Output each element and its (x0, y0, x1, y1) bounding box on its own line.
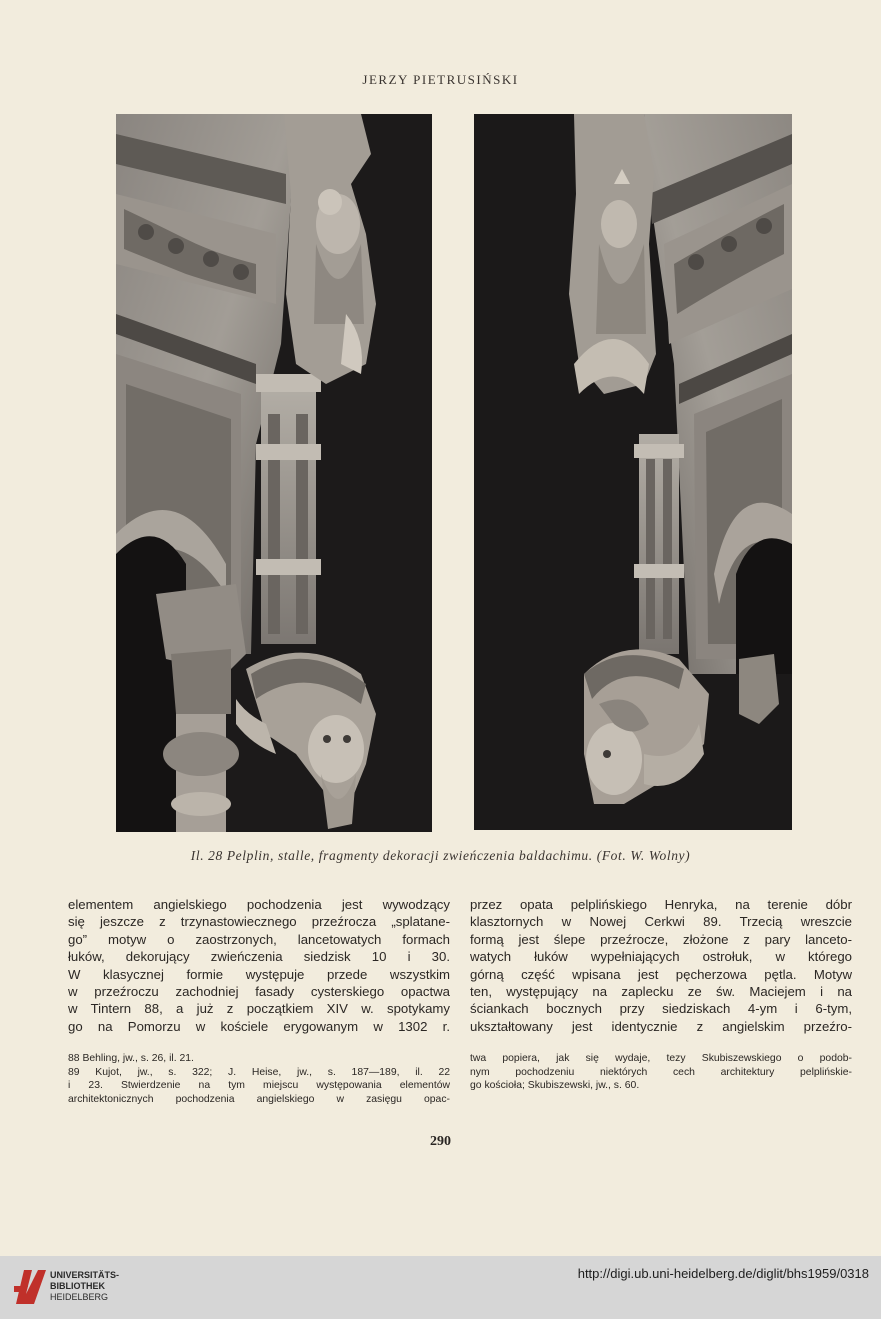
library-name-line-1: UNIVERSITÄTS- (50, 1270, 120, 1280)
footnotes-right (470, 1052, 852, 1093)
footnote-text-line: go kościoła; Skubiszewski, jw., s. 60. (470, 1080, 640, 1092)
library-name-line-3: HEIDELBERG (50, 1292, 109, 1302)
text-line: w Tintern 88, a już z początkiem XIV w. spotykamy (68, 1001, 450, 1017)
footnote-text-line: i 23. Stwierdzenie na tym miejscu występowania elementów (68, 1080, 450, 1092)
text-line: watych łuków wypełniających ostrołuk, w którego (470, 949, 852, 965)
text-line: przez opata pelplińskiego Henryka, na terenie dóbr (470, 897, 852, 912)
text-line: górną część wpisana jest pęcherzowa pętla. Motyw (470, 966, 852, 982)
text-line: elementem angielskiego pochodzenia jest wywodzący (68, 897, 450, 912)
text-line: w przeźroczu zachodniej fasady cysterskiego opactwa (68, 983, 450, 999)
figure-caption: Il. 28 Pelplin, stalle, fragmenty dekoracji zwieńczenia baldachimu. (Fot. W. Wolny) (190, 848, 691, 863)
footnote-text-line: twa popiera, jak się wydaje, tezy Skubiszewskiego o podob- (470, 1053, 852, 1064)
university-library-logo-icon (12, 1264, 52, 1308)
text-line: formą jest ślepe przeźrocze, złożone z pary lanceto- (470, 931, 852, 947)
text-line: się jeszcze z trzynastowiecznego przeźrocza „splatane- (68, 914, 450, 930)
text-line: go” motyw o zaostrzonych, lancetowatych formach (68, 931, 450, 947)
text-line: ściankach bocznych przy siedziskach 4-ym i 6-tym, (470, 1001, 852, 1017)
carved-stall-right-image (474, 114, 792, 830)
figure-photo-left (116, 114, 432, 832)
text-line: ukształtowany jest identycznie z angielskim przeźro- (470, 1018, 852, 1034)
footnote-89: 89 Kujot, jw., s. 322; J. Heise, jw., s. 187—189, il. 22 (68, 1066, 450, 1078)
text-line: W klasycznej formie występuje przede wszystkim (68, 966, 450, 982)
document-permalink[interactable]: http://digi.ub.uni-heidelberg.de/diglit/bhs1959/0318 (577, 1266, 869, 1281)
page-number: 290 (430, 1134, 451, 1149)
text-line: ten, występujący na zaplecku ze św. Maciejem i na (470, 983, 852, 999)
library-name-line-2: BIBLIOTHEK (50, 1281, 105, 1291)
footnote-text-line: architektonicznych pochodzenia angielskiego w zasięgu opac- (68, 1093, 450, 1105)
figure-photo-right (474, 114, 792, 830)
text-line: łuków, dekorujący zwieńczenia siedzisk 10 i 30. (68, 949, 450, 965)
carved-stall-left-image (116, 114, 432, 832)
footnote-text-line: nym pochodzeniu niektórych cech architektury pelplińskie- (470, 1066, 852, 1078)
text-line: klasztornych w Nowej Cerkwi 89. Trzecią wreszcie (470, 914, 852, 930)
library-footer-bar (0, 1256, 881, 1319)
body-text-right-column (470, 896, 852, 1035)
body-text-left-column (68, 896, 450, 1035)
footnote-88: 88 Behling, jw., s. 26, il. 21. (68, 1053, 194, 1064)
library-name (50, 1270, 119, 1303)
text-line: go na Pomorzu w kościele erygowanym w 1302 r. (68, 1018, 450, 1034)
footnotes-left (68, 1052, 450, 1106)
running-head: JERZY PIETRUSIŃSKI (362, 72, 519, 87)
